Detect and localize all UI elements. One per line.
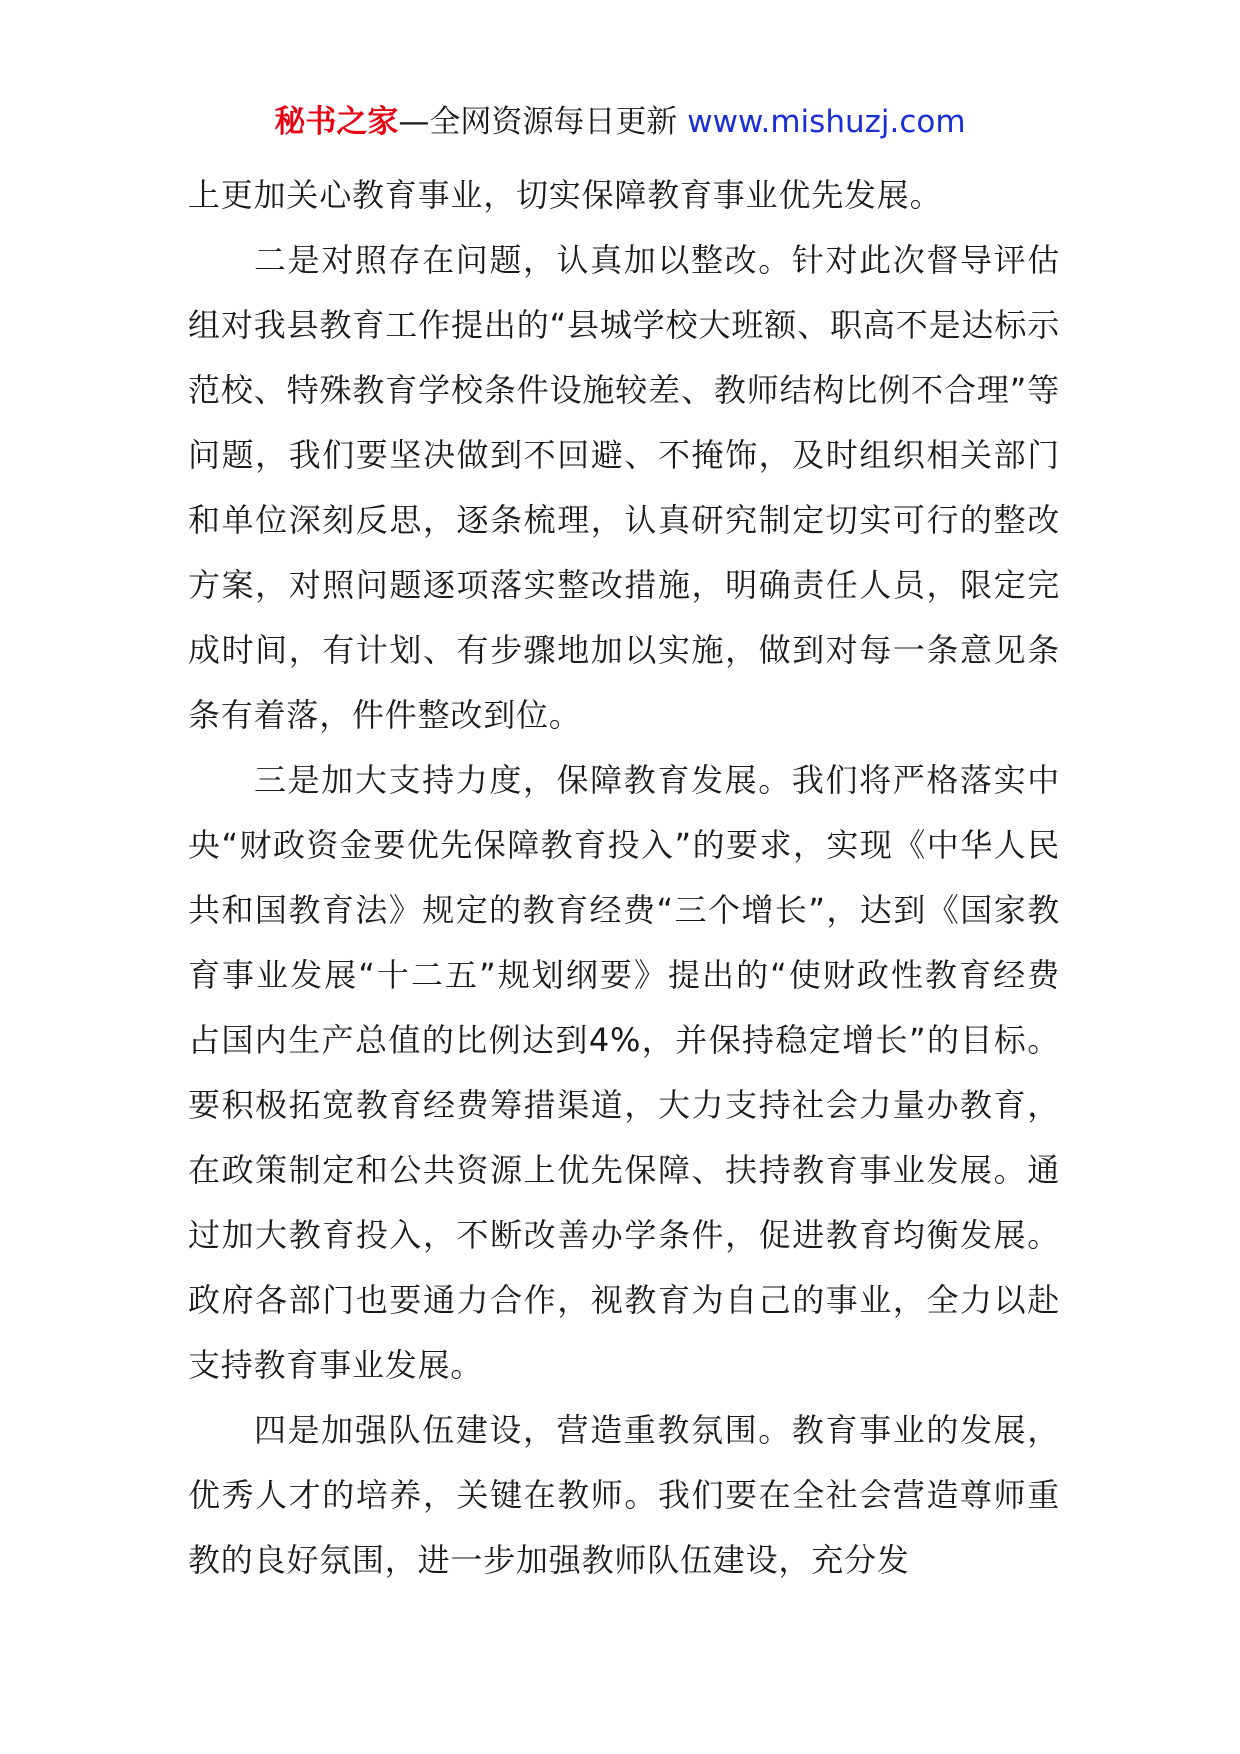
paragraph-continuation: 上更加关心教育事业，切实保障教育事业优先发展。: [188, 176, 943, 214]
page-header: [0, 100, 1240, 144]
header-url-link[interactable]: www.mishuzj.com: [687, 104, 966, 140]
paragraph-teacher-team: 四是加强队伍建设，营造重教氛围。教育事业的发展，优秀人才的培养，关键在教师。我们要在全社会营造尊师重教的良好氛围，进一步加强教师队伍建设，充分发: [188, 1411, 1060, 1579]
paragraph-rectification: 二是对照存在问题，认真加以整改。针对此次督导评估组对我县教育工作提出的“县城学校大班额、职高不是达标示范校、特殊教育学校条件设施较差、教师结构比例不合理”等问题，我们要坚决做到不回避、不掩饰，及时组织相关部门和单位深刻反思，逐条梳理，认真研究制定切实可行的整改方案，对照问题逐项落实整改措施，明确责任人员，限定完成时间，有计划、有步骤地加以实施，做到对每一条意见条条有着落，件件整改到位。: [188, 241, 1060, 734]
paragraph-funding-support: 三是加大支持力度，保障教育发展。我们将严格落实中央“财政资金要优先保障教育投入”的要求，实现《中华人民共和国教育法》规定的教育经费“三个增长”，达到《国家教育事业发展“十二五”规划纲要》提出的“使财政性教育经费占国内生产总值的比例达到4%，并保持稳定增长”的目标。要积极拓宽教育经费筹措渠道，大力支持社会力量办教育，在政策制定和公共资源上优先保障、扶持教育事业发展。通过加大教育投入，不断改善办学条件，促进教育均衡发展。政府各部门也要通力合作，视教育为自己的事业，全力以赴支持教育事业发展。: [188, 761, 1060, 1384]
document-body: [188, 163, 1060, 1593]
header-brand: 秘书之家: [274, 104, 399, 140]
header-slogan: —全网资源每日更新: [398, 104, 678, 140]
